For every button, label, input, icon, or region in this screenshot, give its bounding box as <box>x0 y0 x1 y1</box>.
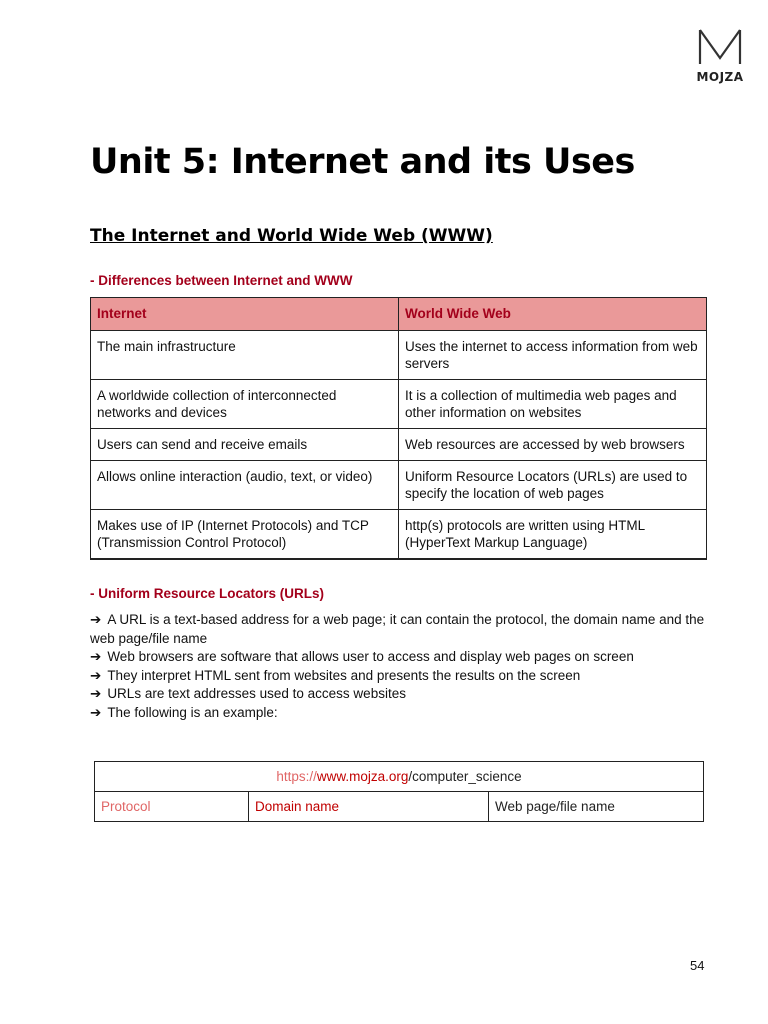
table-row <box>91 380 707 429</box>
url-bullet-list <box>90 611 710 722</box>
arrow-icon: ➔ <box>90 649 102 664</box>
table-cell: http(s) protocols are written using HTML (HyperText Markup Language) <box>399 510 707 560</box>
page-label: Web page/file name <box>489 792 704 822</box>
table-cell: It is a collection of multimedia web pages and other information on websites <box>399 380 707 429</box>
logo-text: MOJZA <box>696 70 744 84</box>
url-row <box>95 762 704 792</box>
table-cell: Makes use of IP (Internet Protocols) and TCP (Transmission Control Protocol) <box>91 510 399 560</box>
table-cell: Web resources are accessed by web browsers <box>399 429 707 461</box>
arrow-icon: ➔ <box>90 667 102 683</box>
differences-label: - Differences between Internet and WWW <box>90 273 353 288</box>
list-item: ➔ URLs are text addresses used to access websites <box>90 686 406 701</box>
arrow-icon: ➔ <box>90 704 102 720</box>
url-example-table <box>94 761 704 822</box>
list-item: ➔ Web browsers are software that allows user to access and display web pages on screen <box>90 649 634 664</box>
url-page-part: /computer_science <box>408 769 522 784</box>
header-www: World Wide Web <box>399 298 707 331</box>
page-number: 54 <box>690 958 705 973</box>
list-item: ➔ They interpret HTML sent from websites and presents the results on the screen <box>90 667 581 683</box>
table-cell: Uniform Resource Locators (URLs) are used to specify the location of web pages <box>399 461 707 510</box>
table-header-row <box>91 298 707 331</box>
table-row <box>91 461 707 510</box>
mojza-logo-icon <box>697 28 743 66</box>
header-internet: Internet <box>91 298 399 331</box>
table-cell: The main infrastructure <box>91 331 399 380</box>
arrow-icon: ➔ <box>90 612 102 627</box>
section-heading: The Internet and World Wide Web (WWW) <box>90 226 493 246</box>
table-cell: Allows online interaction (audio, text, or video) <box>91 461 399 510</box>
url-domain-part: www.mojza.org <box>316 769 409 784</box>
url-protocol-part: https:// <box>276 769 317 784</box>
list-item: ➔ A URL is a text-based address for a web page; it can contain the protocol, the domain name and the web page/file name <box>90 612 705 646</box>
page-title: Unit 5: Internet and its Uses <box>90 142 635 182</box>
table-cell: Uses the internet to access information from web servers <box>399 331 707 380</box>
arrow-icon: ➔ <box>90 686 102 701</box>
mojza-logo <box>692 28 748 84</box>
table-row <box>91 510 707 560</box>
differences-table <box>90 297 707 560</box>
table-row <box>91 331 707 380</box>
url-example <box>95 762 704 792</box>
url-labels-row <box>95 792 704 822</box>
table-cell: A worldwide collection of interconnected networks and devices <box>91 380 399 429</box>
protocol-label: Protocol <box>95 792 249 822</box>
list-item: ➔ The following is an example: <box>90 704 278 720</box>
table-cell: Users can send and receive emails <box>91 429 399 461</box>
table-row <box>91 429 707 461</box>
urls-label: - Uniform Resource Locators (URLs) <box>90 586 325 601</box>
domain-label: Domain name <box>249 792 489 822</box>
